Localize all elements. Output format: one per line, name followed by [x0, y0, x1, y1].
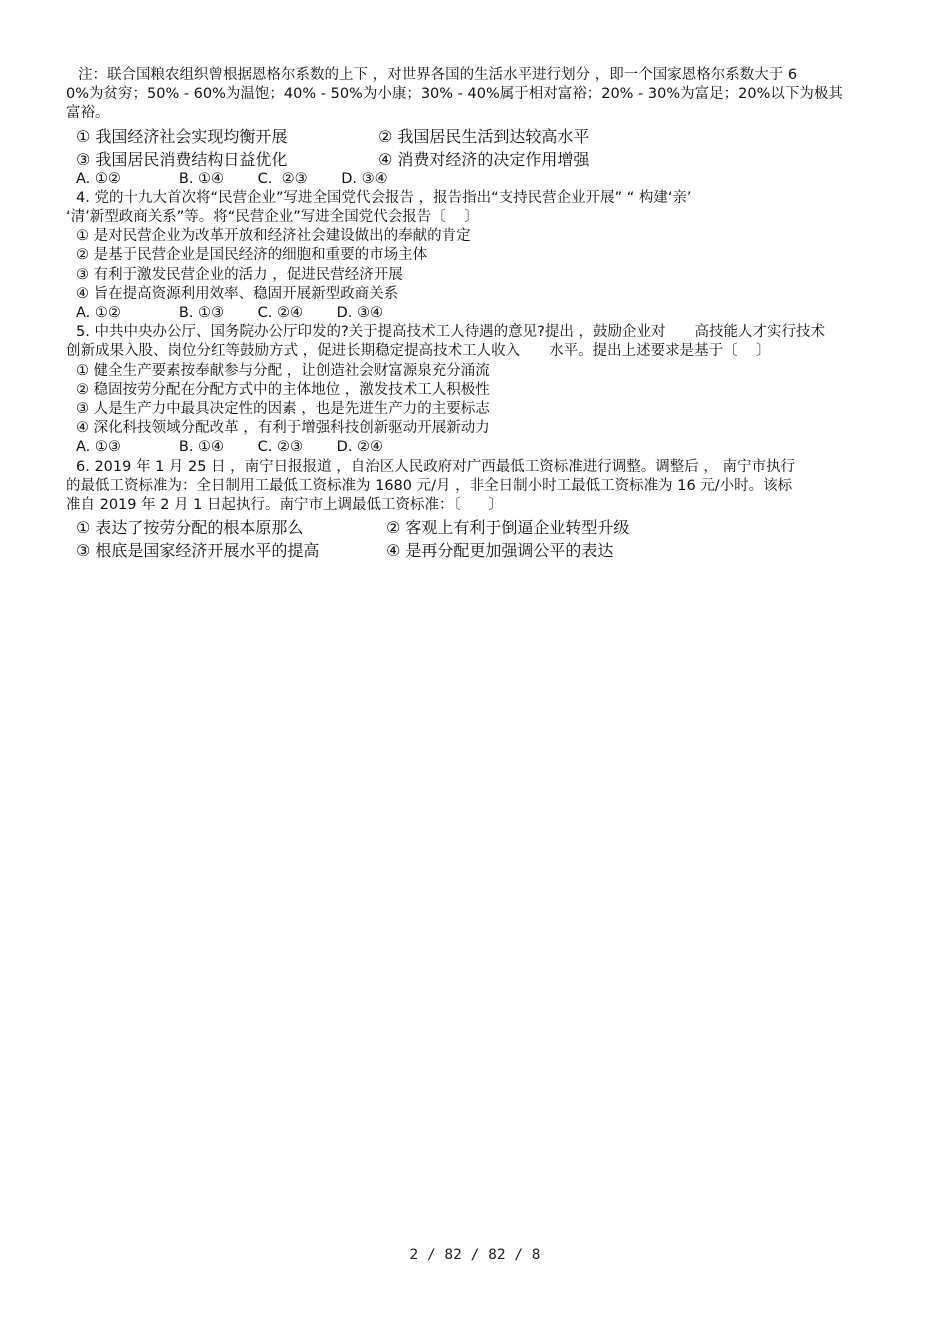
q5-stem-1: 5. 中共中央办公厅、国务院办公厅印发的?关于提高技术工人待遇的意见?提出 ，鼓励企业对 高技能人才实行技术	[76, 324, 825, 341]
q4-option-4: ④ 旨在提高资源利用效率、稳固开展新型政商关系	[76, 285, 399, 302]
q3-choices: A. ①② B. ①④ C. ②③ D. ③④	[76, 170, 388, 187]
note-line-2: 0%为贫穷；50% - 60%为温饱；40% - 50%为小康；30% - 40%属于相对富裕；20% - 30%为富足；20%以下为极其	[66, 86, 843, 103]
q3-options-row-1	[66, 124, 886, 147]
q5-stem-2: 创新成果入股、岗位分红等鼓励方式 ，促进长期稳定提高技术工人收入 水平。提出上述要求是基于〔 〕	[66, 343, 771, 360]
q6-stem-2: 的最低工资标准为：全日制用工最低工资标准为 1680 元/月 ，非全日制小时工最低工资标准为 16 元/小时。该标	[66, 477, 793, 494]
note-line-1: 注：联合国粮农组织曾根据恩格尔系数的上下 ，对世界各国的生活水平进行划分 ，即一个国家恩格尔系数大于 6	[78, 67, 798, 83]
q3-options-row-2	[66, 147, 886, 170]
q6-option-3: ③ 根底是国家经济开展水平的提高	[76, 541, 320, 561]
q6-stem-3: 准自 2019 年 2 月 1 日起执行。南宁市上调最低工资标准：〔 〕	[66, 497, 503, 514]
q3-option-2: ② 我国居民生活到达较高水平	[378, 126, 590, 146]
q5-option-2: ② 稳固按劳分配在分配方式中的主体地位 ，激发技术工人积极性	[76, 381, 490, 398]
q5-option-4: ④ 深化科技领域分配改革 ，有利于增强科技创新驱动开展新动力	[76, 420, 490, 437]
q3-option-3: ③ 我国居民消费结构日益优化	[76, 149, 288, 169]
q4-option-3: ③ 有利于激发民营企业的活力 ，促进民营经济开展	[76, 266, 403, 283]
q6-option-2: ② 客观上有利于倒逼企业转型升级	[386, 518, 630, 538]
q4-stem-2: ‘清’新型政商关系”等。将“民营企业”写进全国党代会报告〔 〕	[66, 209, 479, 226]
q6-option-4: ④ 是再分配更加强调公平的表达	[386, 541, 614, 561]
q5-option-1: ① 健全生产要素按奉献参与分配 ，让创造社会财富源泉充分涌流	[76, 362, 490, 379]
q4-choices: A. ①② B. ①③ C. ②④ D. ③④	[76, 305, 383, 322]
document-body	[66, 66, 886, 561]
q6-options-row-1	[66, 515, 886, 538]
page-number-footer: 2 / 82 / 82 / 8	[409, 1247, 541, 1263]
q4-option-1: ① 是对民营企业为改革开放和经济社会建设做出的奉献的肯定	[76, 228, 471, 245]
q6-option-1: ① 表达了按劳分配的根本原那么	[76, 518, 304, 538]
q4-stem-1: 4. 党的十九大首次将“民营企业”写进全国党代会报告 ，报告指出“支持民营企业开展” “ 构建‘亲’	[76, 189, 692, 206]
q3-option-4: ④ 消费对经济的决定作用增强	[378, 149, 590, 169]
q6-options-row-2	[66, 538, 886, 561]
note-line-3: 富裕。	[66, 105, 110, 122]
q5-option-3: ③ 人是生产力中最具决定性的因素 ，也是先进生产力的主要标志	[76, 401, 490, 418]
q5-choices: A. ①③ B. ①④ C. ②③ D. ②④	[76, 439, 383, 456]
q4-option-2: ② 是基于民营企业是国民经济的细胞和重要的市场主体	[76, 247, 428, 264]
q3-option-1: ① 我国经济社会实现均衡开展	[76, 126, 288, 146]
q6-stem-1: 6. 2019 年 1 月 25 日 ，南宁日报报道 ，自治区人民政府对广西最低工资标准进行调整。调整后 ， 南宁市执行	[76, 458, 795, 475]
